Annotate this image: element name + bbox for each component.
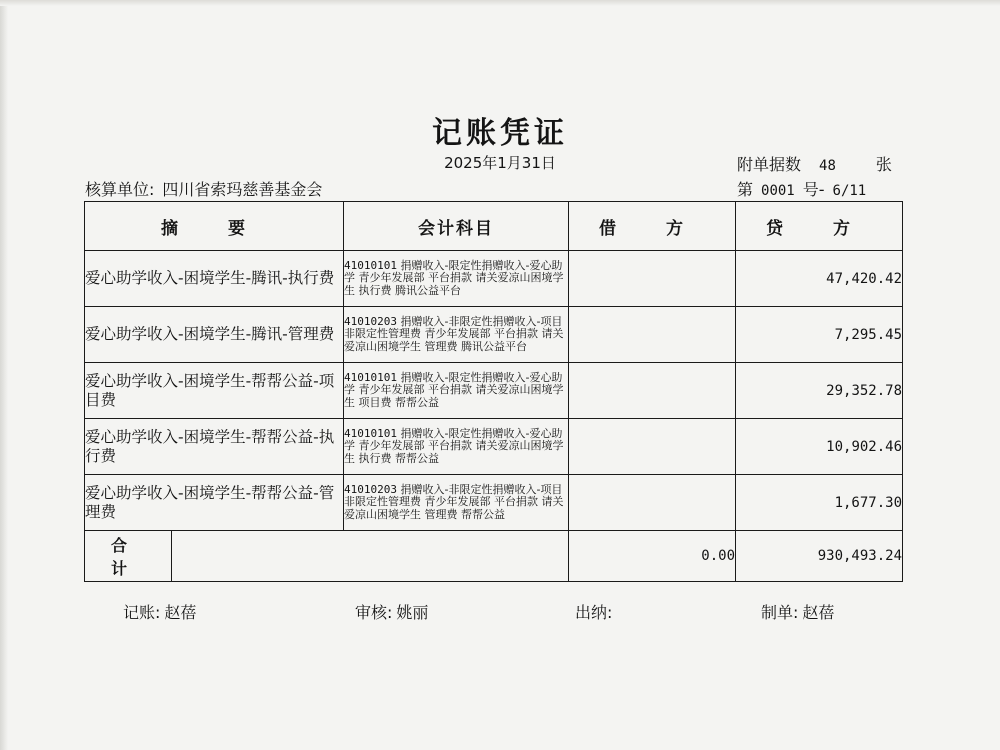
row-summary: 爱心助学收入-困境学生-帮帮公益-管理费 <box>85 475 344 531</box>
signature-cashier-label: 出纳: <box>575 603 613 622</box>
row-subject <box>344 419 569 475</box>
total-blank <box>172 531 569 582</box>
voucher-title: 记账凭证 <box>432 116 568 151</box>
row-summary: 爱心助学收入-困境学生-腾讯-执行费 <box>85 251 344 307</box>
row-credit: 47,420.42 <box>736 251 903 307</box>
scan-edge-top <box>0 0 1000 6</box>
signature-bookkeeper <box>123 600 196 623</box>
row-subject <box>344 251 569 307</box>
header-debit: 借 方 <box>569 202 736 251</box>
row-debit <box>569 307 736 363</box>
subject-text: 捐赠收入-限定性捐赠收入-爱心助学 青少年发展部 平台捐款 请关爱凉山困境学生 执行费 帮帮公益 <box>344 426 564 465</box>
accounting-unit <box>85 177 322 200</box>
signature-preparer <box>761 600 834 623</box>
signature-reviewer-name: 姚丽 <box>396 603 429 622</box>
attachment-unit: 张 <box>875 155 892 174</box>
signature-reviewer-label: 审核: <box>355 603 393 622</box>
voucher-number-mid: 号- <box>802 180 825 199</box>
subject-code: 41010203 <box>344 482 397 496</box>
subject-text: 捐赠收入-限定性捐赠收入-爱心助学 青少年发展部 平台捐款 请关爱凉山困境学生 执行费 腾讯公益平台 <box>344 258 564 297</box>
row-summary: 爱心助学收入-困境学生-帮帮公益-执行费 <box>85 419 344 475</box>
subject-code: 41010203 <box>344 314 397 328</box>
voucher-number-sub: 6/11 <box>832 183 867 199</box>
subject-code: 41010101 <box>344 370 397 384</box>
signature-preparer-name: 赵蓓 <box>802 603 835 622</box>
row-debit <box>569 251 736 307</box>
row-subject <box>344 475 569 531</box>
row-credit: 29,352.78 <box>736 363 903 419</box>
table-row <box>85 307 903 363</box>
row-subject <box>344 307 569 363</box>
accounting-unit-label: 核算单位: <box>85 180 155 199</box>
table-header-row <box>85 202 903 251</box>
signature-bookkeeper-name: 赵蓓 <box>164 603 197 622</box>
signature-reviewer <box>355 600 428 623</box>
row-debit <box>569 419 736 475</box>
signature-bookkeeper-label: 记账: <box>123 603 161 622</box>
attachment-count <box>737 152 892 175</box>
row-summary: 爱心助学收入-困境学生-腾讯-管理费 <box>85 307 344 363</box>
row-debit <box>569 363 736 419</box>
signature-preparer-label: 制单: <box>761 603 799 622</box>
voucher-date: 2025年1月31日 <box>444 154 556 172</box>
total-label: 合 计 <box>85 531 172 582</box>
attachment-label: 附单据数 <box>737 155 802 174</box>
table-row <box>85 419 903 475</box>
total-credit: 930,493.24 <box>736 531 903 582</box>
row-debit <box>569 475 736 531</box>
row-credit: 10,902.46 <box>736 419 903 475</box>
total-debit: 0.00 <box>569 531 736 582</box>
table-row <box>85 363 903 419</box>
subject-code: 41010101 <box>344 426 397 440</box>
row-credit: 1,677.30 <box>736 475 903 531</box>
voucher-table <box>84 201 903 582</box>
voucher-number <box>737 177 866 200</box>
row-summary: 爱心助学收入-困境学生-帮帮公益-项目费 <box>85 363 344 419</box>
voucher-number-value: 0001 <box>761 183 795 199</box>
row-subject <box>344 363 569 419</box>
header-subject: 会计科目 <box>344 202 569 251</box>
row-credit: 7,295.45 <box>736 307 903 363</box>
accounting-unit-name: 四川省索玛慈善基金会 <box>162 180 323 199</box>
table-row <box>85 475 903 531</box>
header-summary: 摘 要 <box>85 202 344 251</box>
voucher-number-prefix: 第 <box>737 180 754 199</box>
attachment-number: 48 <box>819 158 836 174</box>
signature-cashier <box>575 600 616 623</box>
subject-text: 捐赠收入-非限定性捐赠收入-项目非限定性管理费 青少年发展部 平台捐款 请关爱凉山困境学生 管理费 腾讯公益平台 <box>344 314 564 353</box>
table-row <box>85 251 903 307</box>
subject-text: 捐赠收入-限定性捐赠收入-爱心助学 青少年发展部 平台捐款 请关爱凉山困境学生 项目费 帮帮公益 <box>344 370 564 409</box>
header-credit: 贷 方 <box>736 202 903 251</box>
subject-text: 捐赠收入-非限定性捐赠收入-项目非限定性管理费 青少年发展部 平台捐款 请关爱凉山困境学生 管理费 帮帮公益 <box>344 482 564 521</box>
total-row <box>85 531 903 582</box>
subject-code: 41010101 <box>344 258 397 272</box>
